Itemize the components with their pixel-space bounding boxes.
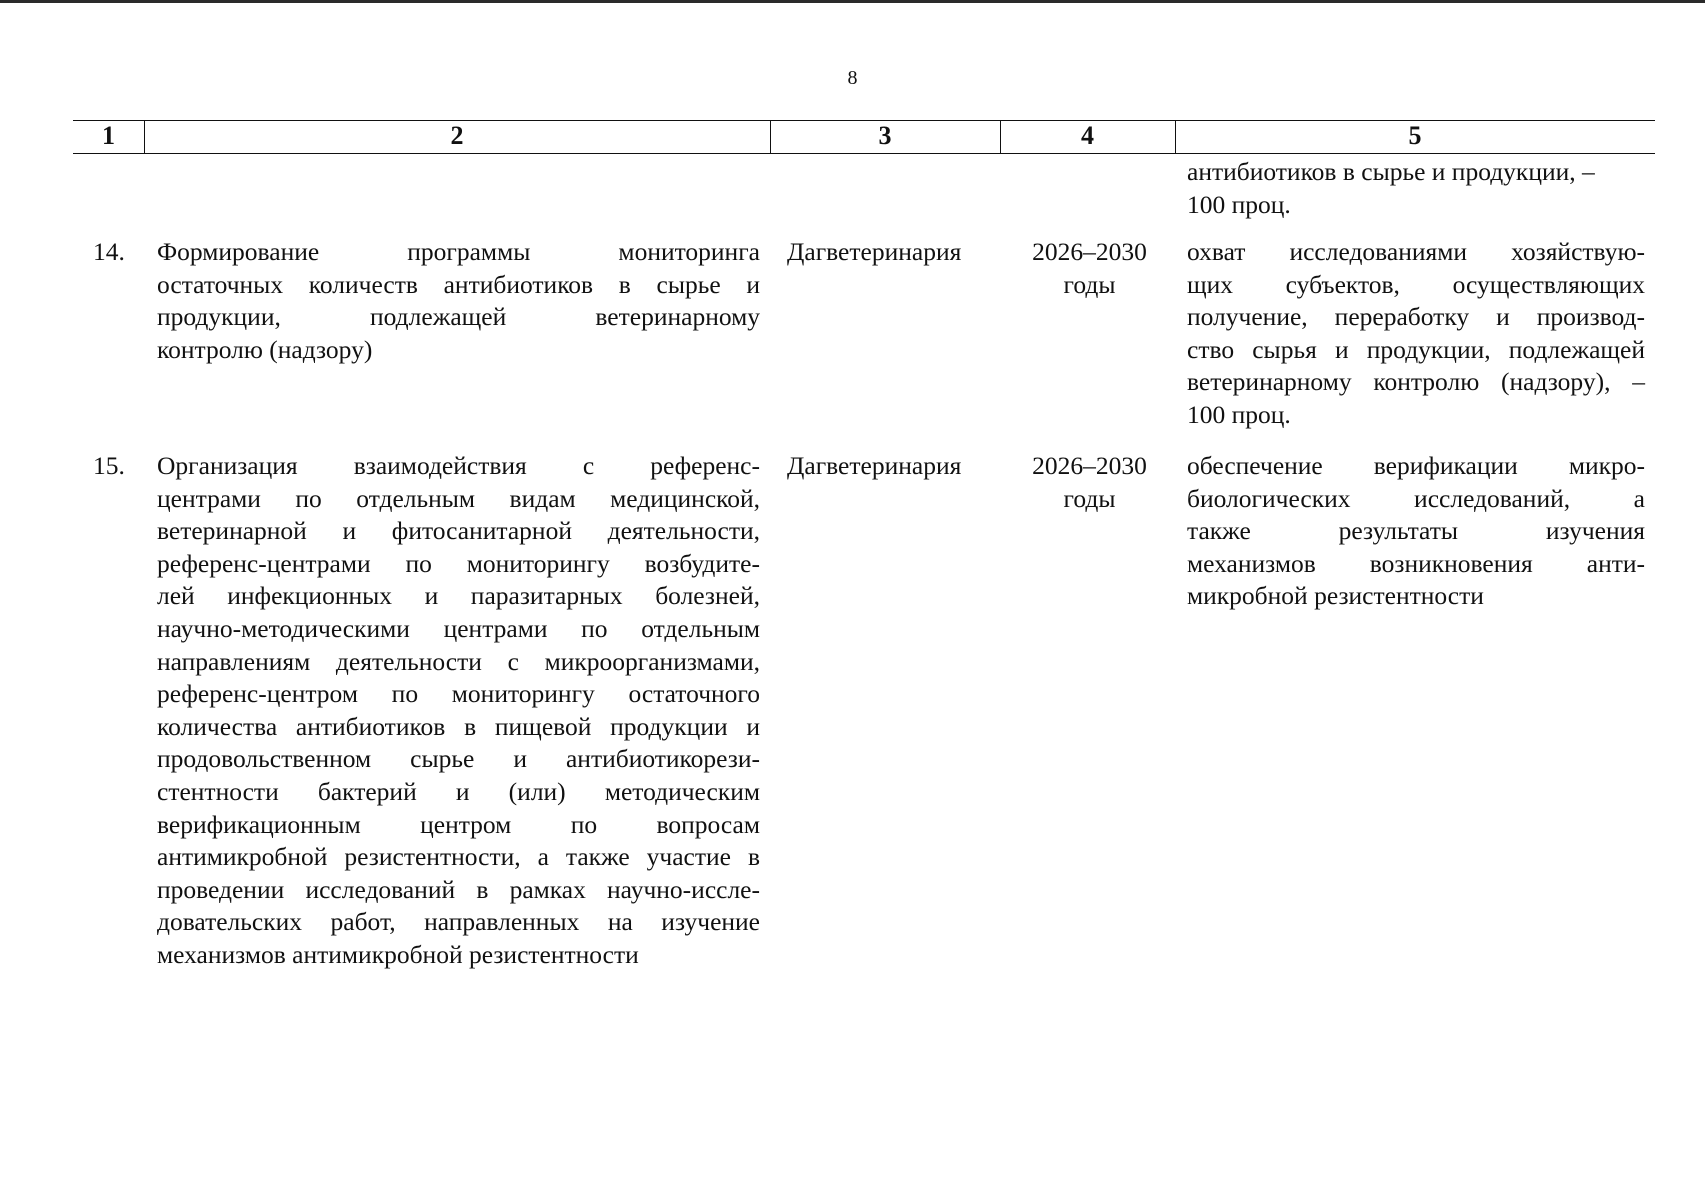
text-line: референс-центром по мониторингу остаточного (157, 679, 760, 709)
activity-text (157, 236, 760, 366)
page-number: 8 (847, 67, 858, 89)
header-col-2: 2 (450, 121, 464, 150)
table-header-row (73, 120, 1655, 154)
text-line: 2026–2030 (1032, 451, 1147, 480)
executor: Дагветеринария (787, 451, 962, 480)
period (1012, 450, 1167, 515)
text-line: ветеринарному контролю (надзору), – (1187, 367, 1645, 397)
row-number: 14. (93, 237, 125, 266)
row-number: 15. (93, 451, 125, 480)
text-line: направлениям деятельности с микроорганизмами, (157, 646, 760, 676)
text-line: довательских работ, направленных на изучение (157, 907, 760, 937)
text-line: 100 проц. (1187, 399, 1291, 429)
text-line: 2026–2030 (1032, 237, 1147, 266)
text-line: контролю (надзору) (157, 334, 373, 364)
text-line: центрами по отдельным видам медицинской, (157, 483, 760, 513)
executor: Дагветеринария (787, 237, 962, 266)
result-text (1187, 236, 1645, 432)
scan-top-edge (0, 0, 1705, 3)
text-line: обеспечение верификации микро- (1187, 451, 1645, 480)
text-line: верификационным центром по вопросам (157, 809, 760, 839)
continuation-result (1187, 156, 1647, 221)
text-line: годы (1063, 269, 1116, 299)
text-line: Организация взаимодействия с референс- (157, 451, 760, 480)
text-line: антимикробной резистентности, а также участие в (157, 842, 760, 872)
text-line: щих субъектов, осуществляющих (1187, 269, 1645, 299)
text-line: антибиотиков в сырье и продукции, – (1187, 157, 1595, 186)
result-text (1187, 450, 1645, 613)
text-line: продукции, подлежащей ветеринарному (157, 302, 760, 332)
text-line: также результаты изучения (1187, 516, 1645, 546)
text-line: остаточных количеств антибиотиков в сырье и (157, 269, 760, 299)
text-line: референс-центрами по мониторингу возбудите- (157, 548, 760, 578)
text-line: ветеринарной и фитосанитарной деятельности, (157, 516, 760, 546)
header-col-5: 5 (1408, 121, 1422, 150)
text-line: продовольственном сырье и антибиотикорези- (157, 744, 760, 774)
text-line: стентности бактерий и (или) методическим (157, 776, 760, 806)
header-col-1: 1 (102, 121, 115, 150)
text-line: охват исследованиями хозяйствую- (1187, 237, 1645, 266)
text-line: количества антибиотиков в пищевой продукции и (157, 711, 760, 741)
text-line: механизмов антимикробной резистентности (157, 939, 639, 969)
activity-text (157, 450, 760, 972)
text-line: лей инфекционных и паразитарных болезней, (157, 581, 760, 611)
text-line: ство сырья и продукции, подлежащей (1187, 334, 1645, 364)
text-line: получение, переработку и производ- (1187, 302, 1645, 332)
text-line: научно-методическими центрами по отдельным (157, 613, 760, 643)
text-line: проведении исследований в рамках научно-иссле- (157, 874, 760, 904)
header-col-4: 4 (1081, 121, 1094, 150)
header-col-3: 3 (878, 121, 892, 150)
text-line: микробной резистентности (1187, 581, 1484, 611)
text-line: механизмов возникновения анти- (1187, 548, 1645, 578)
text-line: Формирование программы мониторинга (157, 237, 760, 266)
text-line: 100 проц. (1187, 189, 1291, 219)
period (1012, 236, 1167, 301)
text-line: годы (1063, 483, 1116, 513)
text-line: биологических исследований, а (1187, 483, 1645, 513)
